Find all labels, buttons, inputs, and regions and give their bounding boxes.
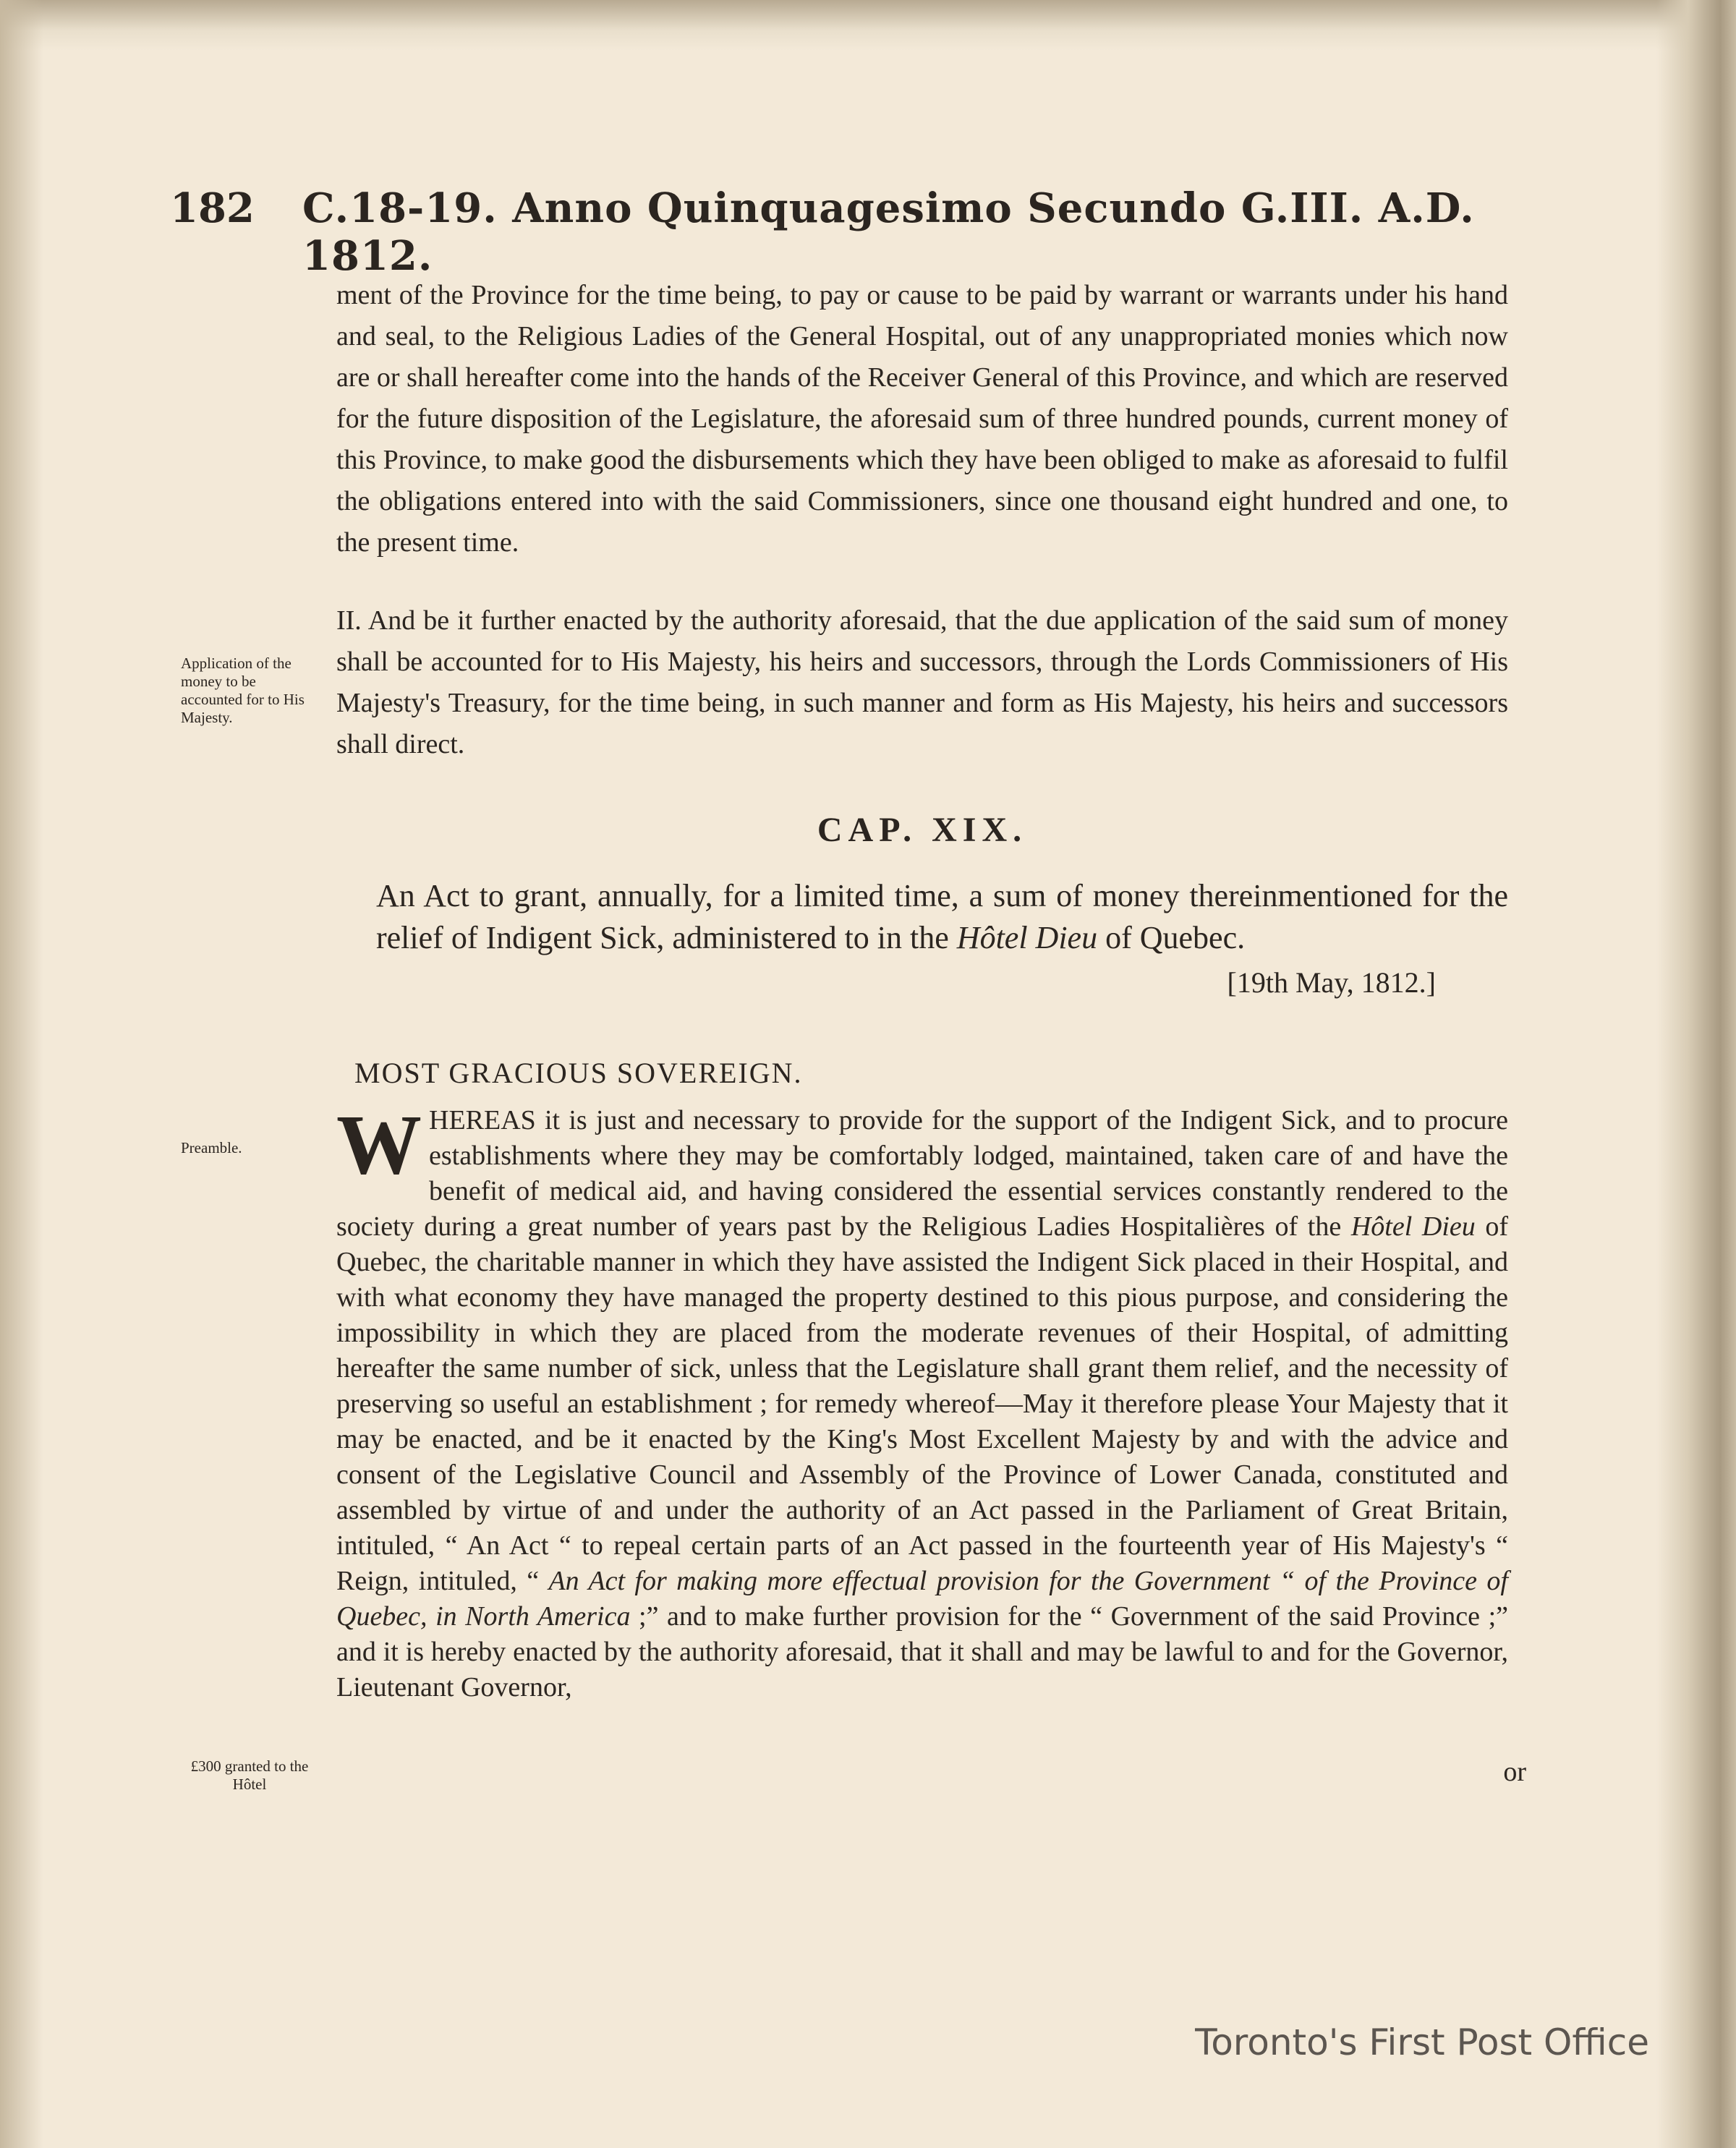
margin-note-application: Application of the money to be accounted for to His Majesty. <box>181 655 305 726</box>
page-header <box>170 184 1508 280</box>
preamble-italic-a: Hôtel Dieu <box>1350 1211 1476 1242</box>
page-left-edge <box>0 0 43 2148</box>
preamble-italic-b: An Act for making more effectual provision for the Government “ of the Province of Quebec, in North America <box>336 1566 1508 1632</box>
preamble-text-a: HEREAS it is just and necessary to provide for the support of the Indigent Sick, and to procure establishments where they may be comfortably lodged, maintained, taken care of and have the benefit of medical aid, and having considered the essential services constantly rendered to the society during a great number of years past by the Religious Ladies Hospitalières of the <box>336 1105 1508 1242</box>
preamble-text-b: of Quebec, the charitable manner in which they have assisted the Indigent Sick placed in their Hospital, and with what economy they have managed the property destined to this pious purpose, and considering the impossibility in which they are placed from the moderate revenues of their Hospital, of admitting hereafter the same number of sick, unless that the Legislature shall grant them relief, and the necessity of preserving so useful an establishment ; for remedy whereof—May it therefore please Your Majesty that it may be enacted, and be it enacted by the King's Most Excellent Majesty by and with the advice and consent of the Legislative Council and Assembly of the Province of Lower Canada, constituted and assembled by virtue of and under the authority of an Act passed in the Parliament of Great Britain, intituled, “ An Act “ to repeal certain parts of an Act passed in the fourteenth year of His Majesty's “ Reign, intituled, “ <box>336 1211 1509 1596</box>
margin-note-granted: £300 granted to the Hôtel <box>190 1757 309 1793</box>
paragraph-continued: ment of the Province for the time being, to pay or cause to be paid by warrant or warrants under his hand and seal, to the Religious Ladies of the General Hospital, out of any unappropriated monies which now are or shall hereafter come into the hands of the Receiver General of this Province, and which are reserved for the future disposition of the Legislature, the aforesaid sum of three hundred pounds, current money of this Province, to make good the disbursements which they have been obliged to make as aforesaid to fulfil the obligations entered into with the said Commissioners, since one thousand eight hundred and one, to the present time. <box>336 280 1508 558</box>
act-title-italic: Hôtel Dieu <box>956 920 1098 955</box>
watermark: Toronto's First Post Office <box>1195 2021 1649 2063</box>
act-title-text-end: of Quebec. <box>1105 920 1246 955</box>
page-number: 182 <box>170 184 255 232</box>
act-title-text: An Act to grant, annually, for a limited time, a sum of money thereinmentioned for the relief of Indigent Sick, administered to in the <box>376 878 1508 955</box>
running-head: C.18-19. Anno Quinquagesimo Secundo G.III. A.D. 1812. <box>302 184 1475 280</box>
margin-note-preamble: Preamble. <box>181 1139 242 1156</box>
chapter-heading: CAP. XIX. <box>817 811 1028 849</box>
page-top-shadow <box>0 0 1736 51</box>
paragraph-section-two: II. And be it further enacted by the authority aforesaid, that the due application of the said sum of money shall be accounted for to His Majesty, his heirs and successors, through the Lords Commissioners of His Majesty's Treasury, for the time being, in such manner and form as His Majesty, his heirs and successors shall direct. <box>336 605 1508 759</box>
page-right-edge <box>1656 0 1736 2148</box>
catchword: or <box>1503 1757 1526 1787</box>
salutation: MOST GRACIOUS SOVEREIGN. <box>354 1057 803 1089</box>
drop-cap: W <box>336 1097 422 1192</box>
preamble-paragraph <box>336 1097 1509 1705</box>
act-date: [19th May, 1812.] <box>1227 966 1436 999</box>
act-title <box>336 875 1508 959</box>
preamble-text-c: ;” and to make further provision for the “ Government of the said Province ;” and it is hereby enacted by the authority aforesaid, that it shall and may be lawful to and for the Governor, Lieutenant Governor, <box>336 1601 1509 1702</box>
